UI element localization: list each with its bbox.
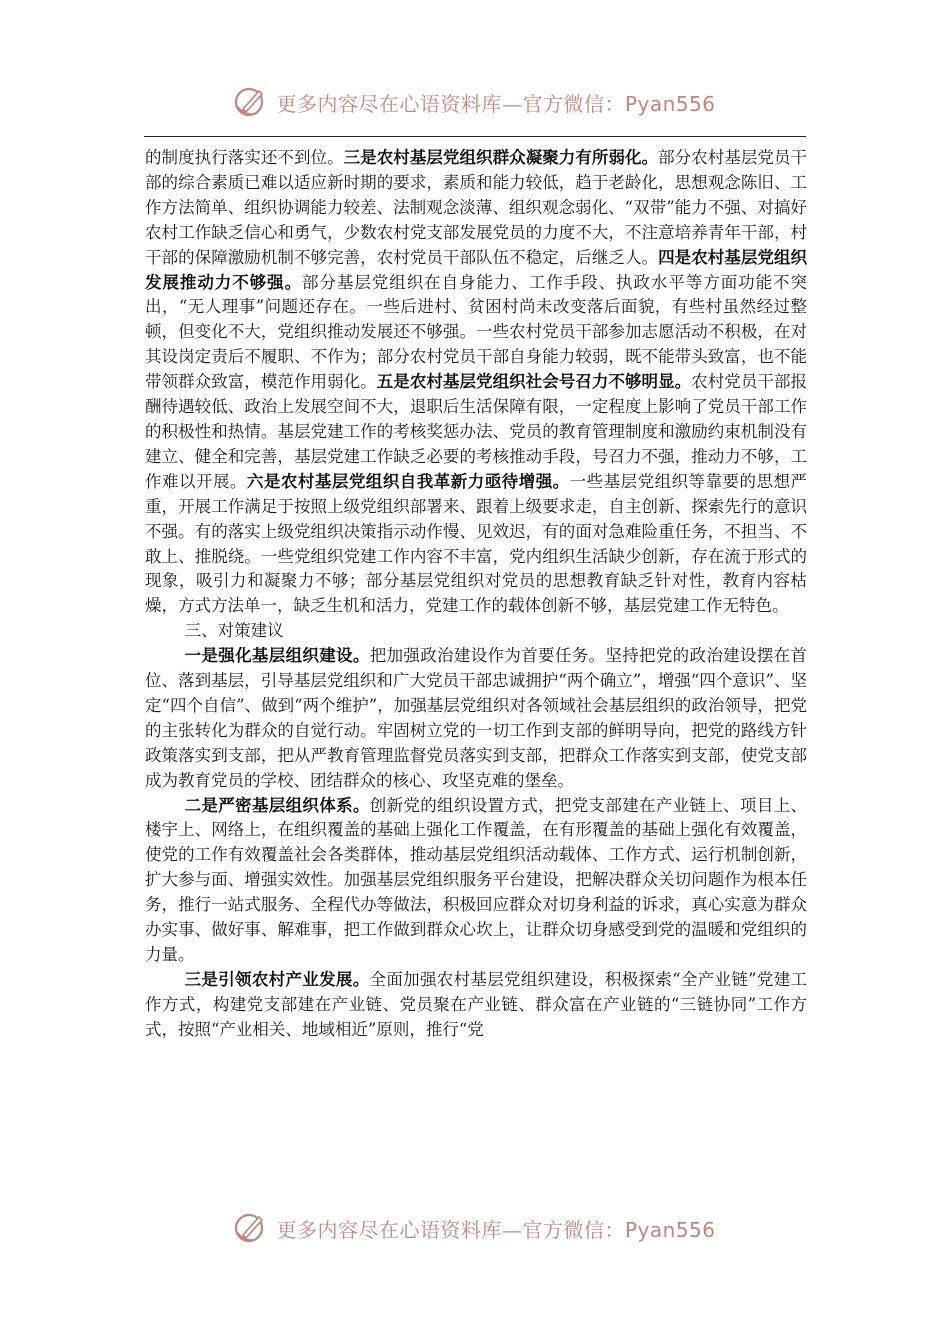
footer-watermark-text: 更多内容尽在心语资料库—官方微信：Pyan556 <box>276 1217 716 1242</box>
document-body <box>145 146 807 1043</box>
paragraph-suggestion-3: 三是引领农村产业发展。全面加强农村基层党组织建设，积极探索“全产业链”党建工作方式，构建党支部建在产业链、党员聚在产业链、群众富在产业链的“三链协同”工作方式，按照“产业相关、地域相近”原则，推行“党 <box>145 969 808 1039</box>
footer-watermark <box>0 1208 950 1248</box>
header-watermark <box>0 82 950 122</box>
paragraph-suggestion-2: 二是严密基层组织体系。创新党的组织设置方式，把党支部建在产业链上、项目上、楼宇上、网络上，在组织覆盖的基础上强化工作覆盖，在有形覆盖的基础上强化有效覆盖，使党的工作有效覆盖社会各类群体，推动基层党组织活动载体、工作方式、运行机制创新，扩大参与面、增强实效性。加强基层党组织服务平台建设，把解决群众关切问题作为根本任务，推行一站式服务、全程代办等做法，积极回应群众对切身利益的诉求，真心实意为群众办实事、做好事、解难事，把工作做到群众心坎上，让群众切身感受到党的温暖和党组织的力量。 <box>145 795 808 964</box>
section-heading: 三、对策建议 <box>184 621 284 641</box>
header-watermark-text: 更多内容尽在心语资料库—官方微信：Pyan556 <box>276 91 716 116</box>
pen-logo-icon <box>234 85 268 119</box>
pen-logo-icon <box>234 1211 268 1245</box>
paragraph-suggestion-1: 一是强化基层组织建设。把加强政治建设作为首要任务。坚持把党的政治建设摆在首位、落到基层，引导基层党组织和广大党员干部忠诚拥护“两个确立”，增强“四个意识”、坚定“四个自信”、做到“两个维护”，加强基层党组织对各领域社会基层组织的政治领导，把党的主张转化为群众的自觉行动。牢固树立党的一切工作到支部的鲜明导向，把党的路线方针政策落实到支部，把从严教育管理监督党员落实到支部，把群众工作落实到支部，使党支部成为教育党员的学校、团结群众的核心、攻坚克难的堡垒。 <box>145 646 808 790</box>
header-rule <box>144 136 806 137</box>
paragraph-problems: 的制度执行落实还不到位。三是农村基层党组织群众凝聚力有所弱化。部分农村基层党员干部的综合素质已难以适应新时期的要求，素质和能力较低，趋于老龄化，思想观念陈旧、工作方法简单、组织协调能力较差、法制观念淡薄、组织观念弱化、“双带”能力不强、对搞好农村工作缺乏信心和勇气，少数农村党支部发展党员的力度不大，不注意培养青年干部，村干部的保障激励机制不够完善，农村党员干部队伍不稳定，后继乏人。四是农村基层党组织发展推动力不够强。部分基层党组织在自身能力、工作手段、执政水平等方面功能不突出，“无人理事”问题还存在。一些后进村、贫困村尚未改变落后面貌，有些村虽然经过整顿，但变化不大，党组织推动发展还不够强。一些农村党员干部参加志愿活动不积极，在对其设岗定责后不履职、不作为；部分农村党员干部自身能力较弱，既不能带头致富，也不能带领群众致富，模范作用弱化。五是农村基层党组织社会号召力不够明显。农村党员干部报酬待遇较低、政治上发展空间不大，退职后生活保障有限，一定程度上影响了党员干部工作的积极性和热情。基层党建工作的考核奖惩办法、党员的教育管理制度和激励约束机制没有建立、健全和完善，基层党建工作缺乏必要的考核推动手段，号召力不强，推动力不够，工作难以开展。六是农村基层党组织自我革新力亟待增强。一些基层党组织等靠要的思想严重，开展工作满足于按照上级党组织部署来、跟着上级要求走，自主创新、探索先行的意识不强。有的落实上级党组织决策指示动作慢、见效迟，有的面对急难险重任务，不担当、不敢上、推脱绕。一些党组织党建工作内容不丰富，党内组织生活缺少创新，存在流于形式的现象，吸引力和凝聚力不够；部分基层党组织对党员的思想教育缺乏针对性，教育内容枯燥，方式方法单一，缺乏生机和活力，党建工作的载体创新不够，基层党建工作无特色。 <box>145 148 808 616</box>
